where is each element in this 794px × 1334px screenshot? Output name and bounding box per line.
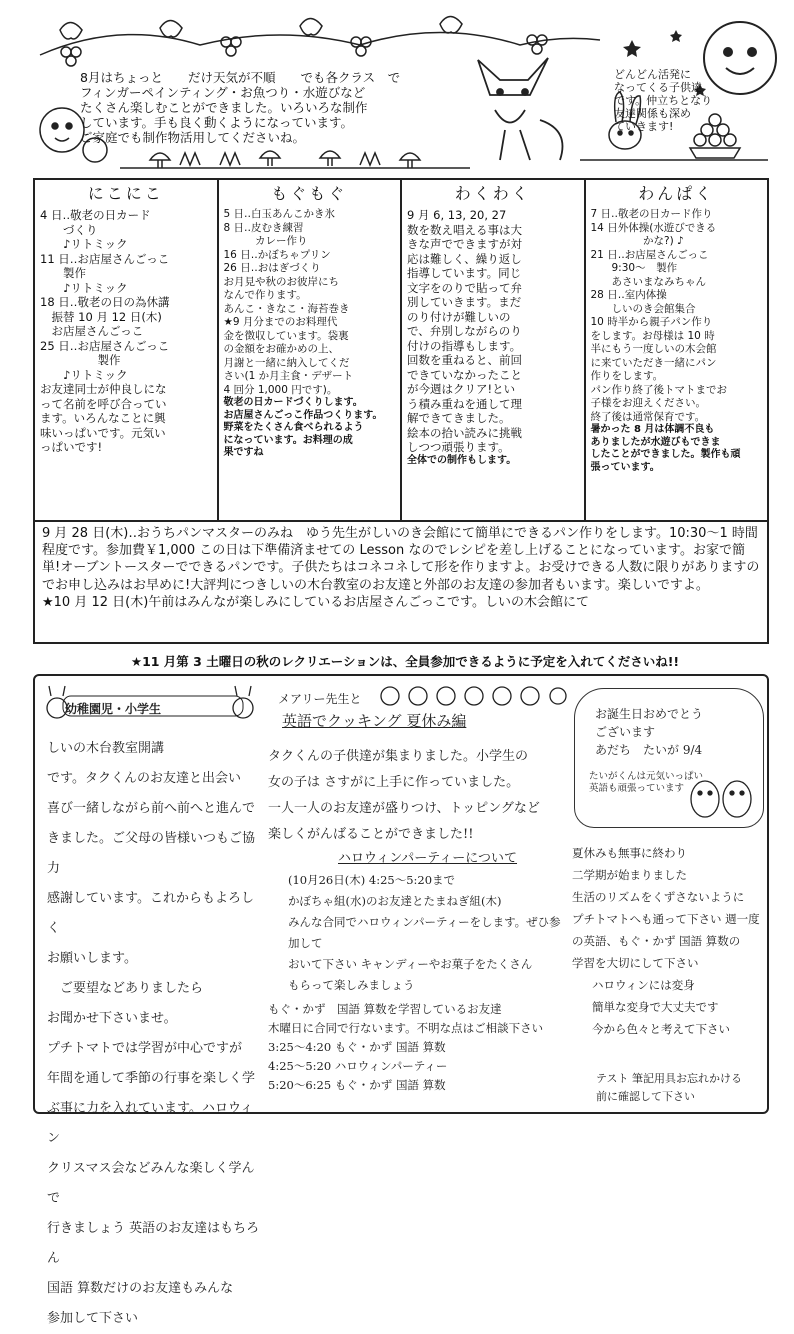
class-title: もぐもぐ <box>271 184 348 203</box>
announcement-box <box>33 522 769 644</box>
mushroom-decoration <box>150 151 420 168</box>
class-note: 敬老の日カードづくりします。 お店屋さんごっこ作品つくります。 野菜をたくさん食べられるよう になっています。お料理の成 果ですね <box>223 397 383 458</box>
class-title: わくわく <box>454 184 531 203</box>
kinder-section <box>43 682 265 1326</box>
penguin-illustration <box>685 771 759 823</box>
grape-decoration <box>60 17 547 67</box>
bunting-line <box>40 33 600 56</box>
halloween-heading: ハロウィンパーティーについて <box>338 851 518 866</box>
middle-section <box>268 682 568 1112</box>
study-schedule: もぐ・かず 国語 算数を学習しているお友達 木曜日に合同で行ないます。不明な点はご相談下さい 3:25～4:20 もぐ・かず 国語 算数 4:25～5:20 ハロウィンパーティー 5:20～6:25 もぐ・かず 国語 算数 <box>268 1002 544 1092</box>
class-note: 全体での制作もします。 <box>407 454 517 466</box>
class-title: にこにこ <box>87 184 164 203</box>
english-cooking-heading: 英語でクッキング 夏休み編 <box>282 712 467 730</box>
second-term-note: 夏休みも無事に終わり 二学期が始まりました 生活のリズムをくずさないように プチトマトへも通って下さい 週一度 の英語、もぐ・かず 国語 算数の 学習を大切にして下さい <box>572 846 760 970</box>
header-side-note: どんどん活発に なってくる子供達 です。仲立ちとなり 友達関係も深め ていきます! <box>614 68 713 133</box>
class-schedule-grid <box>33 178 769 522</box>
class-column-mogumogu <box>219 180 403 520</box>
class-body: 5 日‥白玉あんこかき氷 8 日‥皮むき練習 カレー作り 16 日‥かぼちゃプリン 26 日‥おはぎづくり お月見や秋のお彼岸にち なんで作ります。 あんこ・きなこ・海苔巻き ★9 月分までのお料理代 金を徴収しています。袋裏 の金額をお確かめの上、 月謝と一緒に納入してくだ さい(1 か月主食・デザート 4 回分 1,000 円です)。 <box>223 208 354 396</box>
header-intro-text: 8月はちょっと だけ天気が不順 でも各クラス で フィンガーペインティング・お魚つり・水遊びなど たくさん楽しむことができました。いろいろな制作 しています。手も良く動くようになっています。 ご家庭でも制作物活用してくださいね。 <box>80 70 401 145</box>
birthday-message: お誕生日おめでとう ございます あだち たいが 9/4 <box>595 707 704 757</box>
kinder-message: しいの木台教室開講 です。タクくんのお友達と出会い 喜び一緒しながら前へ前へと進んで きました。ご父母の皆様いつもご協力 感謝しています。これからもよろしく お願いします。 ご要望などありましたら お聞かせ下さいませ。 プチトマトでは学習が中心ですが 年間を通して季節の行事を楽しく学 ぶ事に力を入れています。ハロウィン クリスマス会などみんな楽しく学んで 行きましょう 英語のお友達はもちろん 国語 算数だけのお友達もみんな 参加して下さい <box>47 741 260 1326</box>
class-body: 9 月 6, 13, 20, 27 数を数え唱える事は大 きな声でできますが対 応は難しく、繰り返し 指導しています。同じ 文字をのりで貼って弁 別していきます。まだ のり付けが難しいの で、弁別しながらのり 付けの指導もします。 回数を重ねると、前回 できていなかったこと が今週はクリア!とい う積み重ねを通して理 解できてきました。 絵本の拾い読みに挑戦 しつつ頑張ります。 <box>407 208 522 454</box>
birthday-box <box>574 688 764 828</box>
recreation-notice: ★11 月第 3 土曜日の秋のレクリエーションは、全員参加できるように予定を入れてくださいね!! <box>130 654 680 669</box>
class-column-wakuwaku <box>402 180 586 520</box>
halloween-costume-note: ハロウィンには変身 簡単な変身で大丈夫です 今から色々と考えて下さい <box>592 978 730 1036</box>
halloween-details: (10月26日(木) 4:25～5:20まで かぼちゃ組(水)のお友達とたまねぎ組(木) みんな合同でハロウィンパーティーをします。ぜひ参加して おいて下さい キャンディーやお菓子をたくさん もらって楽しみましょう <box>288 873 561 992</box>
class-title: わんぱく <box>638 184 715 203</box>
kinder-title: 幼稚園児・小学生 <box>65 702 162 716</box>
class-body: 4 日‥敬老の日カード づくり ♪リトミック 11 日‥お店屋さんごっこ 製作 ♪リトミック 18 日‥敬老の日の為休講 振替 10 月 12 日(木) お店屋さんごっこ 25 日‥お店屋さんごっこ 製作 ♪リトミック お友達同士が仲良しにな って名前を呼び合ってい ます。いろんなことに興 味いっぱいです。元気い っぱいです! <box>40 208 170 454</box>
cooking-report: タクくんの子供達が集まりました。小学生の 女の子は さすがに上手に作っていました。 一人一人のお友達が盛りつけ、トッピングなど 楽しくがんばることができました!! <box>268 749 540 842</box>
bread-class-announcement: 9 月 28 日(木)‥おうちパンマスターのみね ゆう先生がしいのき会館にて簡単にできるパン作りをします。10:30～1 時間程度です。参加費￥1,000 この日は下準備済ませての Lesson なのでレシピを差し上げることになっています。お家で簡単!オーブントースターでできるパンです。子供たちはコネコネして形を作りますよ。お受けできる人数に限りがありますのでお申し込みはお早めに!大評判につきしいの木台教室のお友達と外部のお友達の参加者もいます。楽しいですよ。 <box>42 526 760 593</box>
class-column-nikoniko <box>35 180 219 520</box>
mary-heading: メアリー先生と <box>278 692 362 706</box>
class-column-wanpaku <box>586 180 768 520</box>
shop-play-announcement: ★10 月 12 日(木)午前はみんなが楽しみにしているお店屋さんごっこです。しいの木会館にて <box>42 594 589 610</box>
class-note: 暑かった 8 月は体調不良も ありましたが水遊びもできま したことができました。製作も頑 張っています。 <box>590 424 741 473</box>
class-body: 7 日‥敬老の日カード作り 14 日外体操(水遊びできる かな?) ♪ 21 日‥お店屋さんごっこ 9:30～ 製作 あさいまなみちゃん 28 日‥室内体操 しいのき会館集合 10 時半から親子パン作り をします。お母様は 10 時 半にもう一度しいの木会館 に来ていただき一緒にパン 作りをします。 パン作り終了後トマトまでお 子様をお迎えください。 終了後は通常保育です。 <box>590 208 727 423</box>
test-supplies-note: テスト 筆記用具お忘れかける 前に確認して下さい <box>596 1072 743 1103</box>
birthday-subnote: たいがくんは元気いっぱい 英語も頑張っています <box>589 771 704 794</box>
food-icons <box>378 682 568 710</box>
right-section <box>572 682 767 1112</box>
ground-line <box>120 160 768 168</box>
